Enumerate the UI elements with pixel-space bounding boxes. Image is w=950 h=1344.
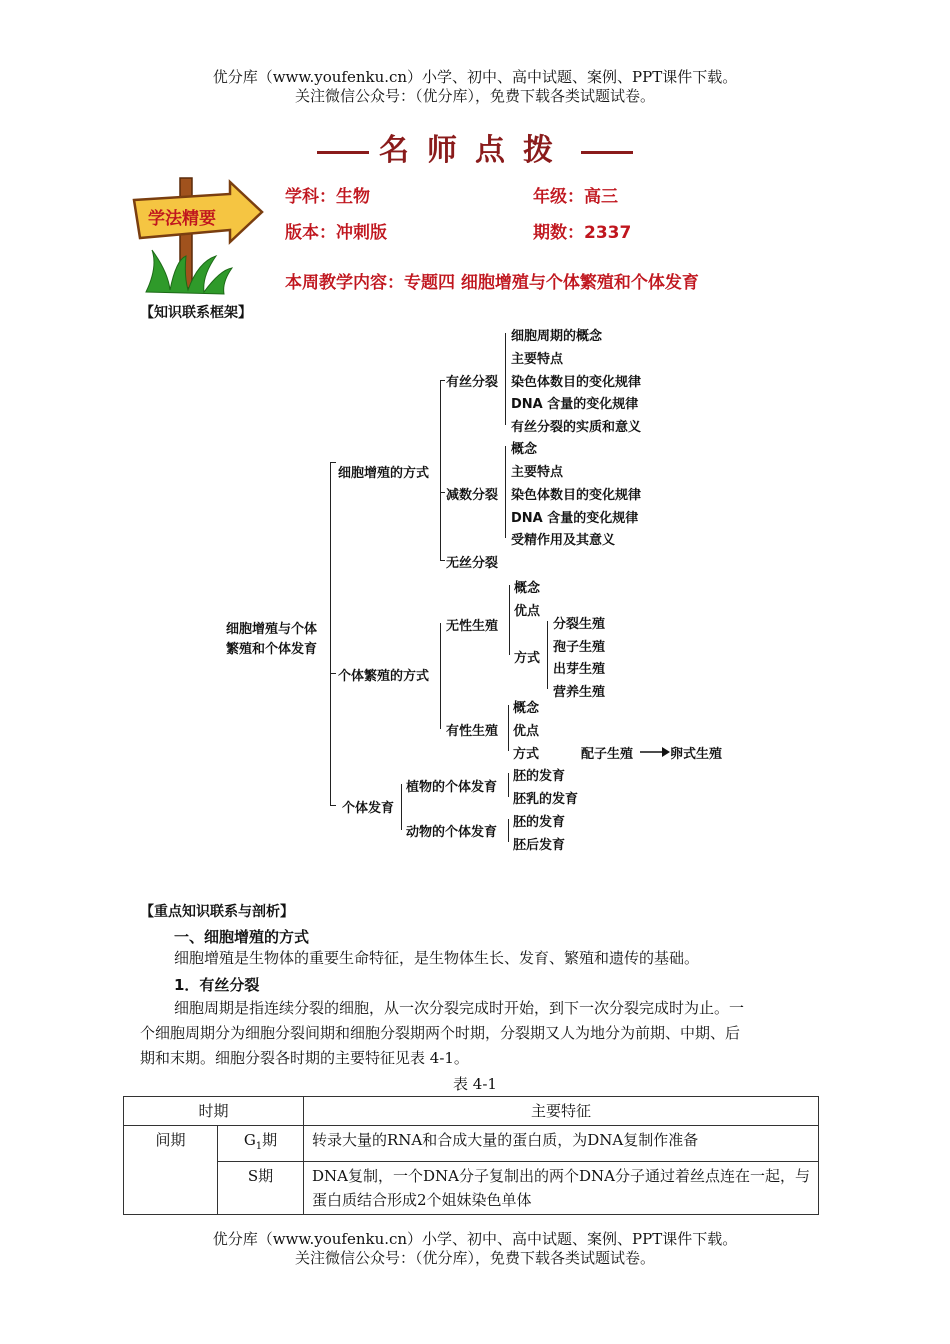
bracket-cell-division [440,380,441,560]
analysis-heading: 【重点知识联系与剖析】 [140,904,294,920]
table-row [124,1162,819,1215]
node-animal-development: 动物的个体发育 [406,825,498,840]
tree-root-line-2: 繁殖和个体发育 [226,642,318,657]
bracket-mitosis [505,333,506,425]
banner-title: 名师点拨 [379,133,571,168]
tick [330,805,336,806]
table-caption: 表 4-1 [453,1075,497,1093]
paragraph-line: 细胞周期是指连续分裂的细胞，从一次分裂完成时开始，到下一次分裂完成时为止。一 [174,999,745,1017]
meiosis-item: 染色体数目的变化规律 [511,488,642,503]
table-row [124,1126,819,1162]
arrow-right-icon [640,745,670,759]
phase-table [123,1096,819,1215]
tick [440,380,445,381]
footer-line-1: 优分库（www.youfenku.cn）小学、初中、高中试题、案例、PPT课件下载。 [212,1230,738,1248]
mitosis-item: 染色体数目的变化规律 [511,375,642,390]
grade: 年级：高三 [533,187,618,207]
tick [440,560,445,561]
bracket-development [401,784,402,830]
asexual-mode: 营养生殖 [553,685,606,700]
mitosis-item: 主要特点 [511,352,564,367]
subject: 学科：生物 [285,187,370,207]
node-plant-development: 植物的个体发育 [406,780,498,795]
subsection-mitosis: 1．有丝分裂 [174,976,260,994]
banner-dash-left [317,151,369,154]
tick [330,673,336,674]
meiosis-item: DNA 含量的变化规律 [511,511,639,526]
signpost-text: 学法精要 [148,209,216,229]
asexual-item: 方式 [514,651,541,666]
edition: 版本：冲刺版 [285,223,387,243]
mitosis-item: 有丝分裂的实质和意义 [511,420,642,435]
sexual-item: 优点 [513,724,540,739]
bracket-sexual [508,705,509,751]
g1-suffix: 期 [262,1131,278,1149]
bracket-plant [508,773,509,797]
meiosis-item: 概念 [511,442,538,457]
asexual-item: 概念 [514,581,541,596]
footer-line-2: 关注微信公众号：（优分库），免费下载各类试题试卷。 [294,1249,655,1267]
sexual-mode-to: 卵式生殖 [670,747,723,762]
mitosis-item: 细胞周期的概念 [511,329,603,344]
meiosis-item: 受精作用及其意义 [511,533,616,548]
cell-s: S期 [218,1162,304,1215]
sexual-item: 概念 [513,701,540,716]
asexual-mode: 分裂生殖 [553,617,606,632]
g1-label: G [243,1131,256,1149]
tick [330,462,336,463]
animal-item: 胚后发育 [513,838,566,853]
cell-s-feature: DNA复制，一个DNA分子复制出的两个DNA分子通过着丝点连在一起，与蛋白质结合形成2个姐妹染色单体 [304,1162,819,1215]
header-line-1: 优分库（www.youfenku.cn）小学、初中、高中试题、案例、PPT课件下载。 [212,68,738,86]
g1-subscript: 1 [255,1141,263,1152]
node-sexual: 有性生殖 [446,724,499,739]
signpost-logo [128,172,268,300]
asexual-mode: 孢子生殖 [553,640,606,655]
teaching-content: 本周教学内容：专题四 细胞增殖与个体繁殖和个体发育 [285,273,699,293]
node-asexual: 无性生殖 [446,619,499,634]
meiosis-item: 主要特点 [511,465,564,480]
cell-interphase: 间期 [124,1126,218,1215]
bracket-l1 [330,462,331,805]
section-1-title: 一、细胞增殖的方式 [174,928,310,946]
banner-dash-right [581,151,633,154]
header-period: 时期 [124,1097,304,1126]
node-amitosis: 无丝分裂 [446,556,499,571]
paragraph-line: 个细胞周期分为细胞分裂间期和细胞分裂期两个时期，分裂期又人为地分为前期、中期、后 [140,1024,741,1042]
asexual-item: 优点 [514,604,541,619]
node-development: 个体发育 [342,801,395,816]
bracket-asexual [509,585,510,655]
asexual-mode: 出芽生殖 [553,662,606,677]
banner [0,125,950,169]
node-reproduction: 个体繁殖的方式 [338,669,430,684]
cell-g1-feature: 转录大量的RNA和合成大量的蛋白质，为DNA复制作准备 [304,1126,819,1162]
table-header-row [124,1097,819,1126]
tick [440,492,445,493]
bracket-meiosis [505,446,506,538]
issue: 期数：2337 [533,223,632,243]
paragraph-line: 期和末期。细胞分裂各时期的主要特征见表 4-1。 [140,1049,469,1067]
header-line-2: 关注微信公众号：（优分库），免费下载各类试题试卷。 [294,87,655,105]
bracket-asexual-modes [547,621,548,689]
animal-item: 胚的发育 [513,815,566,830]
cell-g1 [218,1126,304,1162]
bracket-animal [508,819,509,842]
bracket-reproduction [440,623,441,729]
framework-heading: 【知识联系框架】 [140,305,252,321]
tree-root-line-1: 细胞增殖与个体 [226,622,318,637]
node-cell-division: 细胞增殖的方式 [338,466,430,481]
node-meiosis: 减数分裂 [446,488,499,503]
header-feature: 主要特征 [304,1097,819,1126]
intro-paragraph: 细胞增殖是生物体的重要生命特征，是生物体生长、发育、繁殖和遗传的基础。 [174,949,700,967]
sexual-item: 方式 [513,747,540,762]
plant-item: 胚乳的发育 [513,792,579,807]
plant-item: 胚的发育 [513,769,566,784]
sexual-mode-from: 配子生殖 [581,747,634,762]
mitosis-item: DNA 含量的变化规律 [511,397,639,412]
node-mitosis: 有丝分裂 [446,375,499,390]
